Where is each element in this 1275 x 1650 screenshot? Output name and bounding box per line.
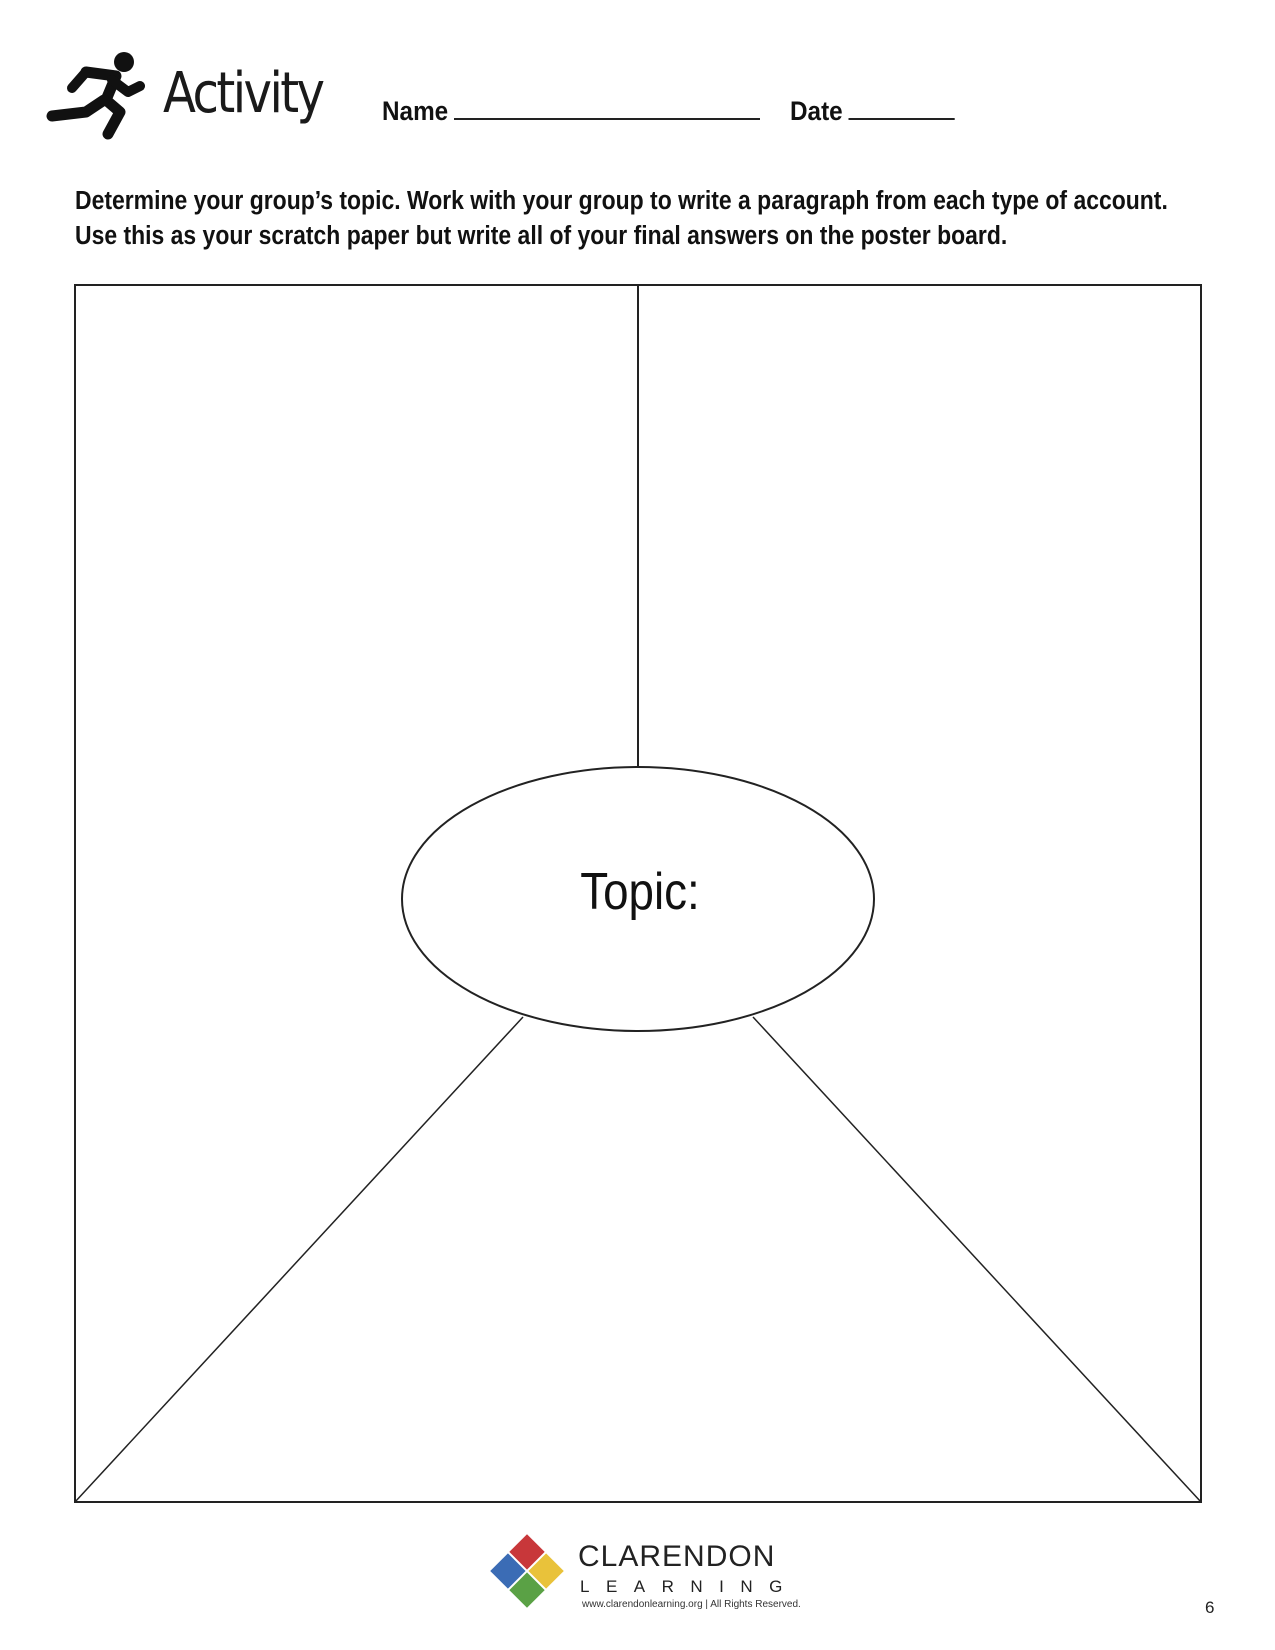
topic-label: Topic:	[580, 863, 700, 921]
instructions-line-2: Use this as your scratch paper but write all of your final answers on the poster board.	[75, 222, 1008, 250]
activity-title: Activity	[163, 61, 323, 126]
left-divider-line	[75, 1017, 523, 1502]
brand-name: CLARENDON	[578, 1540, 776, 1573]
clarendon-puzzle-logo-icon	[487, 1531, 567, 1611]
footer-url: www.clarendonlearning.org | All Rights Reserved.	[582, 1599, 801, 1610]
name-label: Name	[382, 96, 449, 126]
page-number: 6	[1205, 1598, 1215, 1617]
brand-subtitle: LEARNING	[580, 1577, 799, 1596]
right-divider-line	[753, 1017, 1201, 1502]
date-label: Date	[790, 96, 843, 126]
instructions-line-1: Determine your group’s topic. Work with your group to write a paragraph from each type of account.	[75, 187, 1168, 215]
